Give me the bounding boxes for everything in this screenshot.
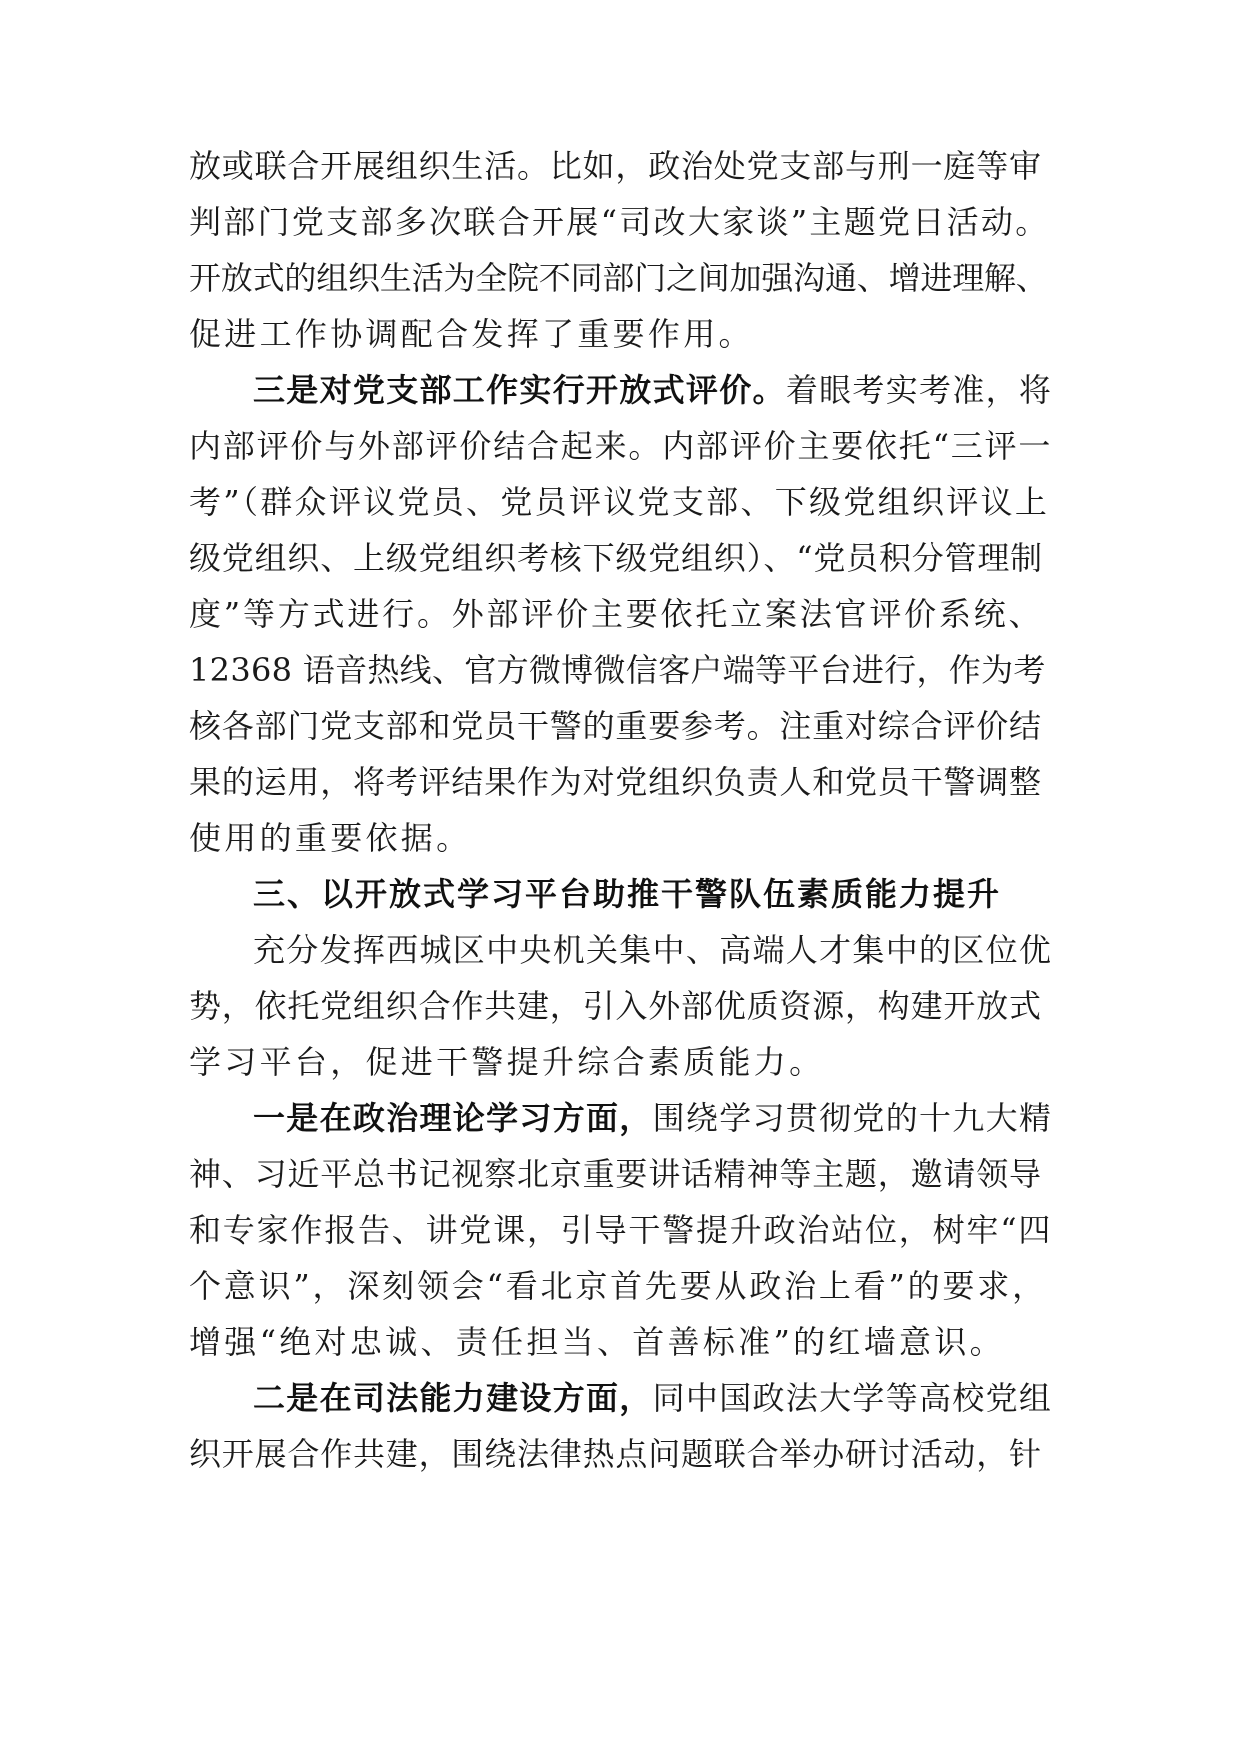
paragraph-line: 织开展合作共建，围绕法律热点问题联合举办研讨活动，针	[189, 1435, 1042, 1473]
paragraph-line: 和专家作报告、讲党课，引导干警提升政治站位，树牢“四	[189, 1211, 1053, 1249]
paragraph-lead-bold: 一是在政治理论学习方面，	[253, 1099, 653, 1137]
paragraph-line: 内部评价与外部评价结合起来。内部评价主要依托“三评一	[189, 427, 1053, 465]
paragraph-line: 开放式的组织生活为全院不同部门之间加强沟通、增进理解、	[189, 259, 1048, 297]
paragraph-line: 势，依托党组织合作共建，引入外部优质资源，构建开放式	[189, 987, 1042, 1025]
paragraph-line: 果的运用，将考评结果作为对党组织负责人和党员干警调整	[189, 763, 1042, 801]
paragraph-line: 促进工作协调配合发挥了重要作用。	[189, 315, 754, 353]
paragraph-lead-rest: 着眼考实考准，将	[785, 371, 1053, 409]
paragraph-line: 学习平台，促进干警提升综合素质能力。	[189, 1043, 825, 1081]
paragraph-line: 使用的重要依据。	[189, 819, 472, 857]
paragraph-lead-rest: 同中国政法大学等高校党组	[652, 1379, 1053, 1417]
paragraph-first-line	[253, 1088, 1052, 1148]
paragraph-line: 考”（群众评议党员、党员评议党支部、下级党组织评议上	[189, 483, 1050, 521]
paragraph-lead-rest: 围绕学习贯彻党的十九大精	[652, 1099, 1053, 1137]
paragraph-line: 神、习近平总书记视察北京重要讲话精神等主题，邀请领导	[189, 1155, 1042, 1193]
paragraph-first-line	[253, 1368, 1052, 1428]
paragraph-first-line: 充分发挥西城区中央机关集中、高端人才集中的区位优	[253, 931, 1053, 969]
paragraph-lead-bold: 三是对党支部工作实行开放式评价。	[253, 371, 786, 409]
paragraph-lead-bold: 二是在司法能力建设方面，	[253, 1379, 653, 1417]
paragraph-first-line	[253, 360, 1052, 420]
paragraph-line: 增强“绝对忠诚、责任担当、首善标准”的红墙意识。	[189, 1323, 1005, 1361]
paragraph-line: 12368 语音热线、官方微博微信客户端等平台进行，作为考	[189, 651, 1046, 689]
paragraph-line: 判部门党支部多次联合开展“司改大家谈”主题党日活动。	[189, 203, 1050, 241]
paragraph-line: 核各部门党支部和党员干警的重要参考。注重对综合评价结	[189, 707, 1042, 745]
paragraph-line: 个意识”，深刻领会“看北京首先要从政治上看”的要求，	[189, 1267, 1047, 1305]
paragraph-line: 度”等方式进行。外部评价主要依托立案法官评价系统、	[189, 595, 1044, 633]
paragraph-line: 级党组织、上级党组织考核下级党组织）、“党员积分管理制	[189, 539, 1043, 577]
section-heading: 三、以开放式学习平台助推干警队伍素质能力提升	[253, 875, 1002, 913]
paragraph-line: 放或联合开展组织生活。比如，政治处党支部与刑一庭等审	[189, 147, 1042, 185]
